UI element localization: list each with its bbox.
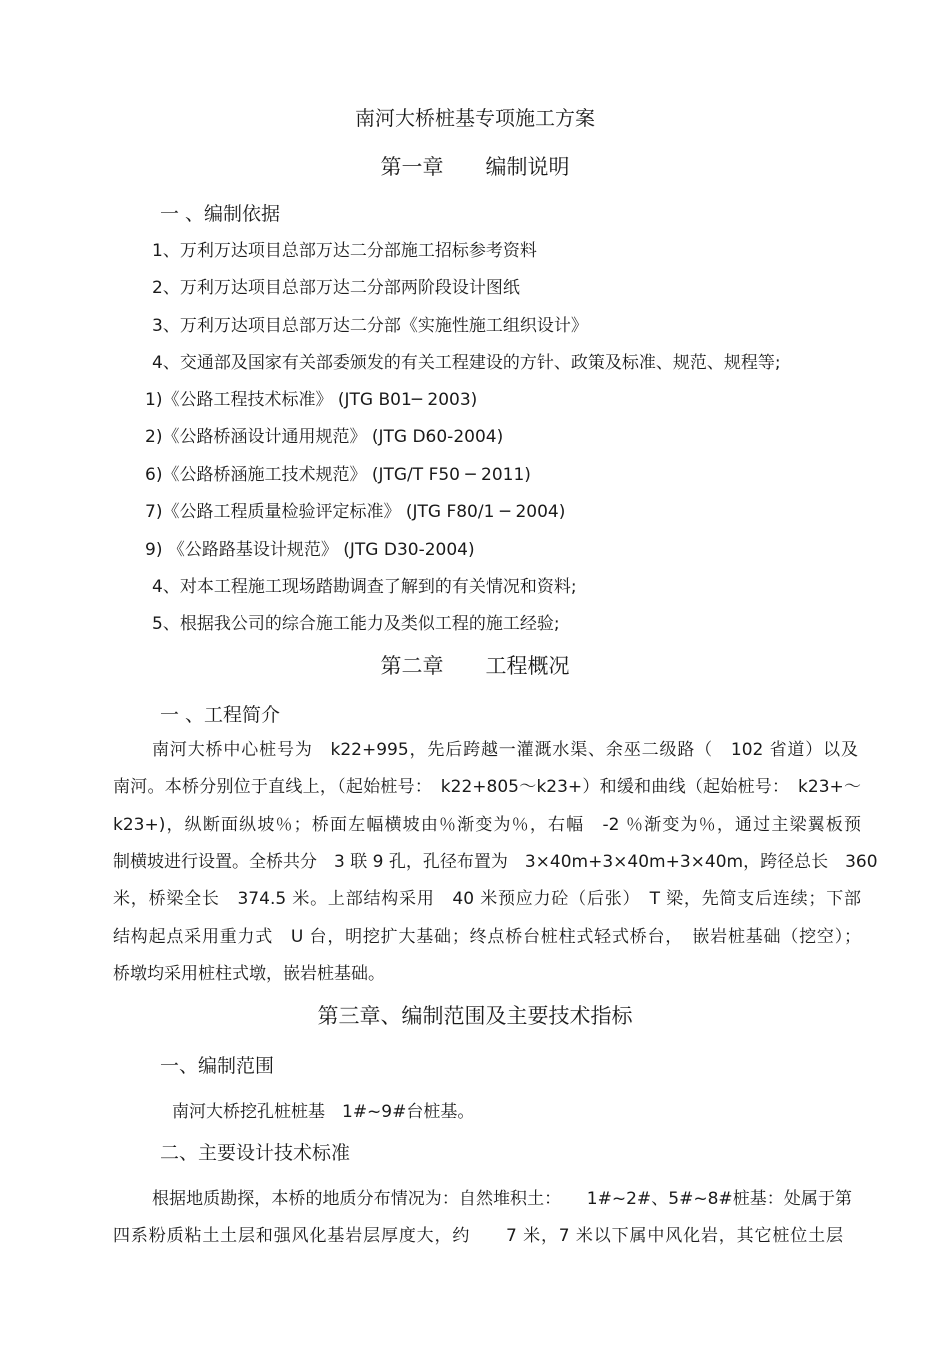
chapter-1-heading: 第一章 编制说明 xyxy=(380,155,570,179)
section-basis-heading: 一 、编制依据 xyxy=(160,203,281,225)
list-item: 1)《公路工程技术标准》 (JTG B01─ 2003) xyxy=(145,390,478,410)
paragraph-line: k23+)，纵断面纵坡％；桥面左幅横坡由％渐变为％，右幅 -2 ％渐变为％，通过主梁翼板预 xyxy=(113,815,861,835)
paragraph-line: 四系粉质粘土土层和强风化基岩层厚度大，约 7 米，7 米以下属中风化岩，其它桩位土层 xyxy=(113,1226,843,1246)
section-scope-heading: 一、编制范围 xyxy=(160,1055,275,1077)
section-overview-heading: 一 、工程简介 xyxy=(160,704,281,726)
paragraph-line: 米，桥梁全长 374.5 米。上部结构采用 40 米预应力砼（后张） T 梁，先简支后连续；下部 xyxy=(113,889,861,909)
list-item: 7)《公路工程质量检验评定标准》 (JTG F80/1 ─ 2004) xyxy=(145,502,566,522)
list-item: 2、万利万达项目总部万达二分部两阶段设计图纸 xyxy=(152,278,520,298)
list-item: 6)《公路桥涵施工技术规范》 (JTG/T F50 ─ 2011) xyxy=(145,465,531,485)
paragraph-line: 桥墩均采用桩柱式墩，嵌岩桩基础。 xyxy=(113,964,385,984)
list-item: 3、万利万达项目总部万达二分部《实施性施工组织设计》 xyxy=(152,316,588,336)
chapter-2-heading: 第二章 工程概况 xyxy=(380,654,570,678)
list-item: 4、对本工程施工现场踏勘调查了解到的有关情况和资料; xyxy=(152,577,577,597)
section-standards-heading: 二、主要设计技术标准 xyxy=(160,1142,351,1164)
list-item: 1、万利万达项目总部万达二分部施工招标参考资料 xyxy=(152,241,537,261)
paragraph-line: 根据地质勘探，本桥的地质分布情况为：自然堆积土： 1#~2#、5#~8#桩基：处属于第 xyxy=(152,1189,852,1209)
scope-text: 南河大桥挖孔桩桩基 1#~9#台桩基。 xyxy=(172,1102,475,1122)
list-item: 2)《公路桥涵设计通用规范》 (JTG D60-2004) xyxy=(145,427,504,447)
paragraph-line: 南河大桥中心桩号为 k22+995，先后跨越一灌溉水渠、余巫二级路（ 102 省道）以及 xyxy=(152,740,858,760)
list-item: 4、交通部及国家有关部委颁发的有关工程建设的方针、政策及标准、规范、规程等; xyxy=(152,353,781,373)
chapter-3-heading: 第三章、编制范围及主要技术指标 xyxy=(317,1004,633,1028)
list-item: 9) 《公路路基设计规范》 (JTG D30-2004) xyxy=(145,540,475,560)
paragraph-line: 南河。本桥分别位于直线上，（起始桩号： k22+805～k23+）和缓和曲线（起始桩号： k23+～ xyxy=(113,777,861,797)
list-item: 5、根据我公司的综合施工能力及类似工程的施工经验; xyxy=(152,614,560,634)
document-title: 南河大桥桩基专项施工方案 xyxy=(355,106,595,130)
paragraph-line: 结构起点采用重力式 U 台，明挖扩大基础；终点桥台桩柱式轻式桥台， 嵌岩桩基础（挖空）； xyxy=(113,927,861,947)
paragraph-line: 制横坡进行设置。全桥共分 3 联 9 孔，孔径布置为 3×40m+3×40m+3×40m，跨径总长 360 xyxy=(113,852,878,872)
